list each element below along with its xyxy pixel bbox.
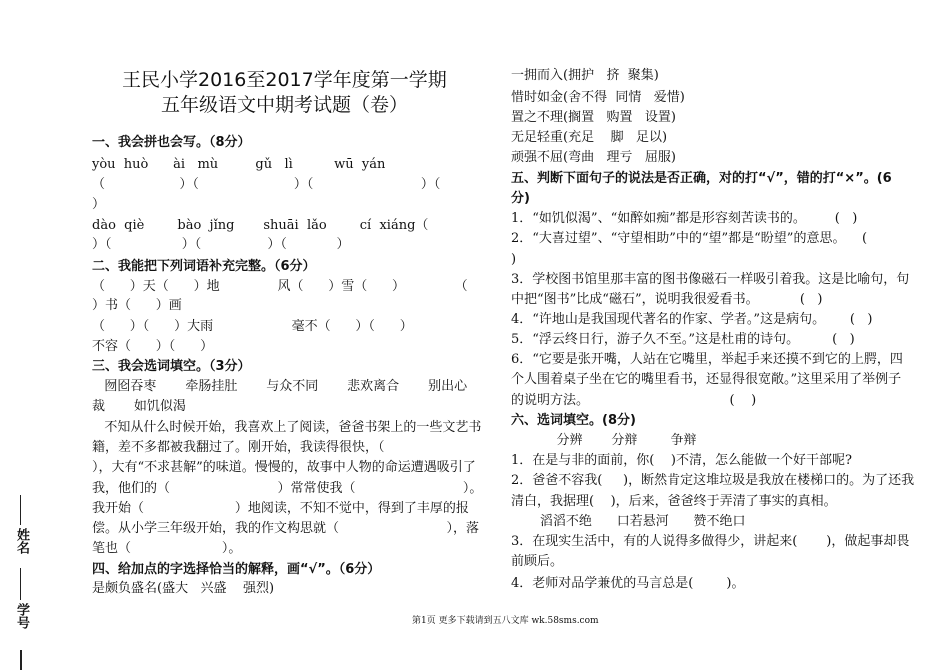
text-line: 裁 如饥似渴	[92, 399, 186, 414]
text-line: （ ）天（ ）地 风（ ）雪（ ） （	[92, 279, 468, 294]
exam-title-line1: 王民小学2016至2017学年度第一学期	[122, 69, 447, 91]
text-line: 籍，差不多都被我翻过了。刚开始，我读得很快，（	[92, 440, 385, 455]
text-line: 2．“大喜过望”、“守望相助”中的“望”都是“盼望”的意思。 (	[511, 231, 868, 246]
text-line: )	[511, 252, 517, 267]
text-line: ）书（ ）画	[92, 298, 182, 313]
text-line: 顽强不屈(弯曲 理亏 屈服)	[511, 150, 676, 165]
text-line: 是颇负盛名(盛大 兴盛 强烈)	[92, 581, 275, 596]
text-line: 置之不理(搁置 购置 设置)	[511, 110, 676, 125]
text-line: 前顾后。	[511, 554, 564, 569]
text-line: （ ）（ ）（ ）（	[92, 177, 441, 192]
text-line: 5．“浮云终日行，游子久不至。”这是杜甫的诗句。 ( )	[511, 332, 855, 347]
text-line: 3．学校图书馆里那丰富的图书像磁石一样吸引着我。这是比喻句，句	[511, 272, 910, 287]
exam-title-line2: 五年级语文中期考试题（卷）	[161, 94, 409, 116]
text-line: 清白，我据理( )，后来，爸爸终于弄清了事实的真相。	[511, 494, 837, 509]
text-line: dào qiè bào jǐng shuāi lǎo cí xiáng（	[92, 218, 429, 233]
text-line: （ ）（ ）大雨 毫不（ ）（ ）	[92, 319, 413, 334]
text-line: 我开始（ ）地阅读，不知不觉中，得到了丰厚的报	[92, 501, 469, 516]
text-line: 偿。从小学三年级开始，我的作文构思就（ ），落	[92, 521, 479, 536]
id-line-dash	[20, 650, 22, 670]
text-line: 不知从什么时候开始，我喜欢上了阅读，爸爸书架上的一些文艺书	[92, 420, 482, 435]
section-heading: 五、判断下面句子的说法是否正确，对的打“√”，错的打“×”。(6	[511, 171, 892, 186]
text-line: 1．“如饥似渴”、“如醉如痴”都是形容刻苦读书的。 ( )	[511, 211, 858, 226]
text-line: 4．老师对品学兼优的马言总是( )。	[511, 576, 745, 591]
text-line: yòu huò ài mù gǔ lì wū yán	[92, 157, 386, 172]
text-line: 1．在是与非的面前，你( )不清，怎么能做一个好干部呢?	[511, 453, 852, 468]
text-line: 分辨 分辩 争辩	[511, 433, 697, 448]
text-line: 6．“它要是张开嘴，人站在它嘴里，举起手来还摸不到它的上腭，四	[511, 352, 903, 367]
text-line: 我，他们的（ ）常常使我（ ）。	[92, 481, 483, 496]
section-heading: 四、给加点的字选择恰当的解释，画“√”。（6分）	[92, 562, 381, 577]
text-line: 2．爸爸不容我( )，断然肯定这堆垃圾是我放在楼梯口的。为了还我	[511, 473, 915, 488]
student-name-label: 姓名	[14, 528, 29, 554]
text-line: 4．“许地山是我国现代著名的作家、学者。”这是病句。 ( )	[511, 312, 873, 327]
text-line: 一拥而入(拥护 挤 聚集)	[511, 68, 659, 83]
name-line	[20, 495, 21, 525]
section-heading: 六、选词填空。(8分)	[511, 413, 636, 428]
section-heading: 二、我能把下列词语补充完整。（6分）	[92, 259, 316, 274]
text-line: 无足轻重(充足 脚 足以)	[511, 130, 668, 145]
student-id-label: 学号	[14, 603, 29, 629]
text-line: 笔也（ ）。	[92, 541, 242, 556]
id-line	[20, 568, 21, 600]
text-line: 的说明方法。 ( )	[511, 393, 757, 408]
text-line: 3．在现实生活中，有的人说得多做得少，讲起来( )，做起事却畏	[511, 534, 910, 549]
text-line: ），大有“不求甚解”的味道。慢慢的，故事中人物的命运遭遇吸引了	[92, 460, 476, 475]
section-heading: 三、我会选词填空。（3分）	[92, 359, 251, 374]
text-line: 个人围着桌子坐在它的嘴里看书，还显得很宽敞。”这里采用了举例子	[511, 372, 902, 387]
text-line: 不容（ ）（ ）	[92, 339, 214, 354]
page-footer: 第1页 更多下载请到五八文库 wk.58sms.com	[412, 616, 599, 626]
text-line: ）（ ）（ ）（ ）	[92, 237, 350, 252]
text-line: 中把“图书”比成“磁石”，说明我很爱看书。 ( )	[511, 292, 823, 307]
text-line: 惜时如金(舍不得 同情 爱惜)	[511, 90, 685, 105]
section-heading: 一、我会拼也会写。（8分）	[92, 135, 251, 150]
section-heading: 分)	[511, 191, 530, 206]
text-line: 囫囵吞枣 牵肠挂肚 与众不同 悲欢离合 别出心	[92, 379, 468, 394]
text-line: 滔滔不绝 口若悬河 赞不绝口	[511, 514, 746, 529]
text-line: ）	[92, 197, 106, 212]
